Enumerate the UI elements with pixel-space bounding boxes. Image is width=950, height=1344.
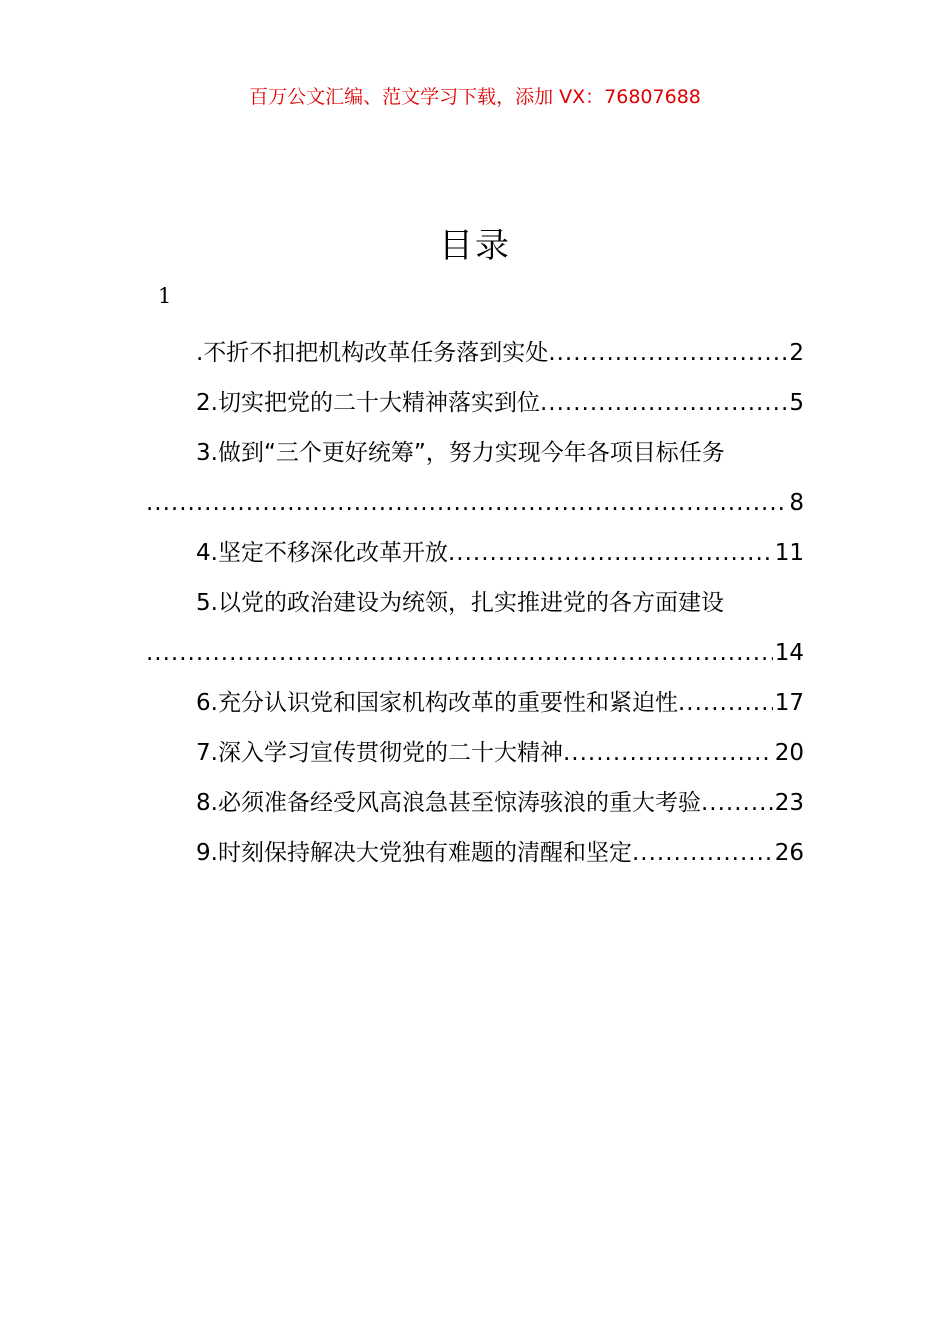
toc-leader-dots [701,778,773,828]
toc-leader-dots [632,828,773,878]
page-title: 目录 [439,226,511,266]
toc-entry-text: 8.必须准备经受风高浪急甚至惊涛骇浪的重大考验 [196,790,701,816]
toc-entry-9[interactable] [146,828,804,878]
header-note: 百万公文汇编、范文学习下载，添加 VX：76807688 [249,86,701,108]
toc-entry-4[interactable] [146,528,804,578]
toc-entry-text: 5.以党的政治建设为统领，扎实推进党的各方面建设 [196,590,724,616]
toc-entry-page: 20 [774,740,804,766]
toc-leader-dots [563,728,773,778]
toc-entry-text: .不折不扣把机构改革任务落到实处 [196,340,549,366]
toc-entry-text: 7.深入学习宣传贯彻党的二十大精神 [196,740,563,766]
toc-entry-page: 5 [789,390,804,416]
toc-entry-2[interactable] [146,378,804,428]
toc-entry-6[interactable] [146,678,804,728]
toc-leader-dots [146,628,773,678]
toc-entry-1[interactable] [146,328,804,378]
toc-entry-text: 4.坚定不移深化改革开放 [196,540,448,566]
toc-entry-text: 2.切实把党的二十大精神落实到位 [196,390,540,416]
toc-entry-text: 6.充分认识党和国家机构改革的重要性和紧迫性 [196,690,678,716]
toc-entry-text: 3.做到“三个更好统筹”，努力实现今年各项目标任务 [196,440,725,466]
table-of-contents [146,328,804,878]
toc-entry-7[interactable] [146,728,804,778]
toc-leader-dots [146,478,787,528]
stray-number: 1 [158,284,172,308]
toc-entry-page: 14 [774,640,804,666]
toc-entry-3[interactable] [146,428,804,528]
toc-entry-8[interactable] [146,778,804,828]
toc-entry-5[interactable] [146,578,804,678]
toc-leader-dots [448,528,773,578]
toc-entry-page: 23 [774,790,804,816]
toc-entry-text: 9.时刻保持解决大党独有难题的清醒和坚定 [196,840,632,866]
toc-entry-page: 17 [774,690,804,716]
toc-leader-dots [678,678,773,728]
toc-entry-page: 26 [774,840,804,866]
toc-entry-page: 11 [774,540,804,566]
toc-entry-page: 2 [789,340,804,366]
toc-leader-dots [548,328,787,378]
toc-leader-dots [540,378,787,428]
toc-entry-page: 8 [789,490,804,516]
